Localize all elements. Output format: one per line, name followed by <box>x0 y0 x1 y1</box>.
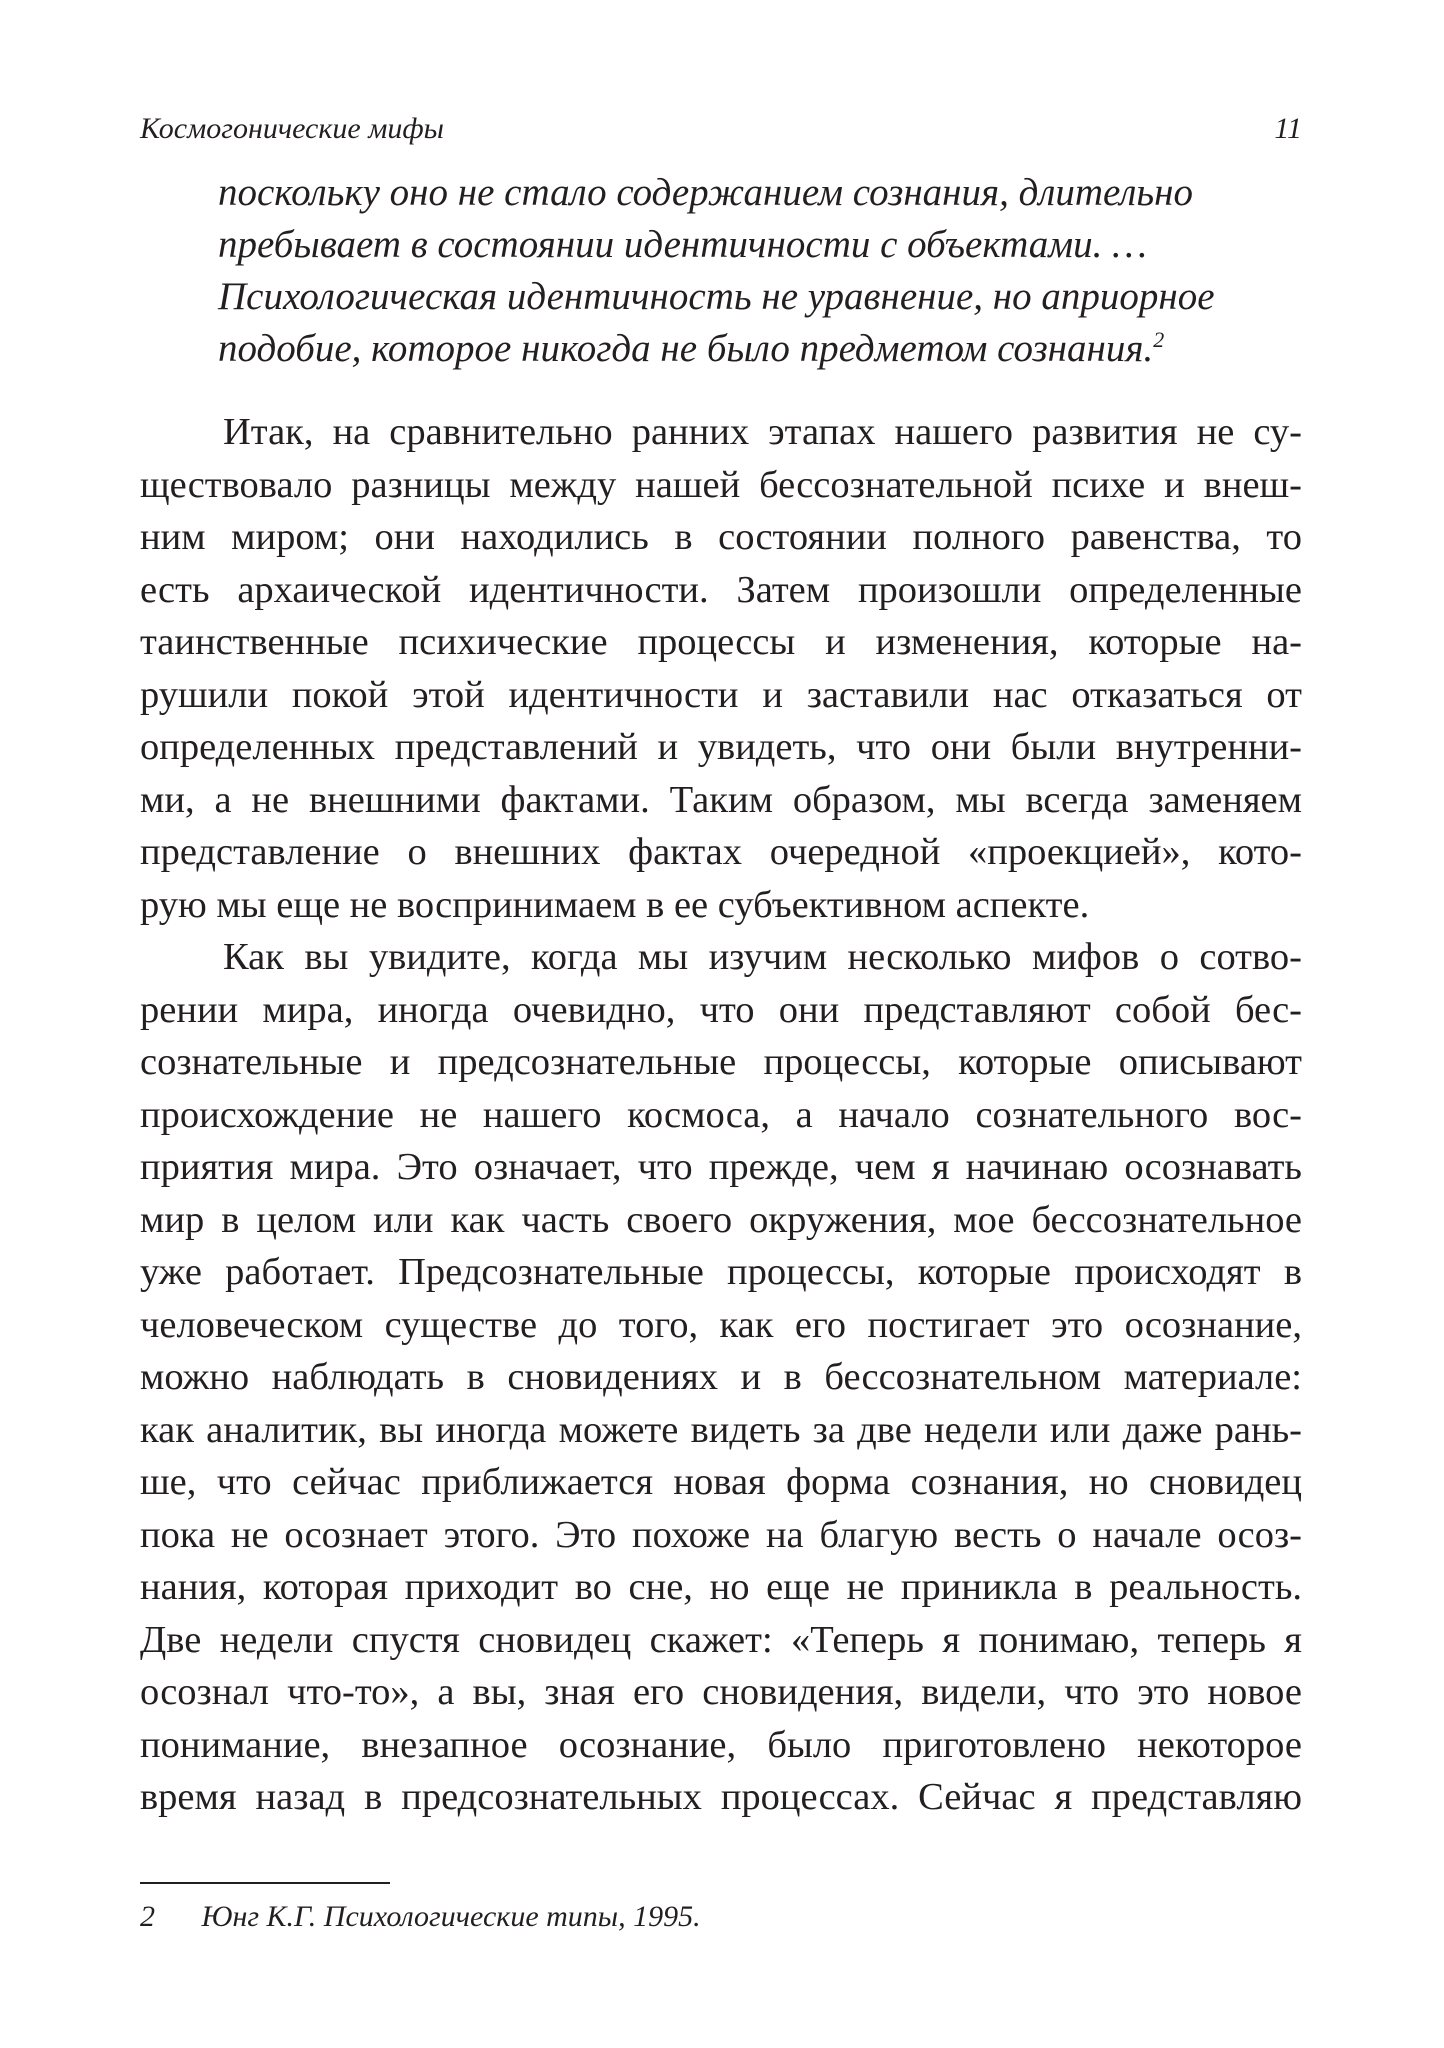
page-number: 11 <box>1274 112 1302 145</box>
quote-line-text: подобие, которое никогда не было предметом сознания. <box>218 327 1154 370</box>
quote-line: пребывает в состоянии идентичности с объектами. … <box>218 223 1147 266</box>
body-text <box>140 406 1302 1824</box>
text-line: уже работает. Предсознательные процессы, которые происходят в <box>140 1251 1302 1293</box>
text-line: есть архаической идентичности. Затем произошли определенные <box>140 568 1302 611</box>
text-line: рении мира, иногда очевидно, что они представляют собой бес- <box>140 988 1302 1031</box>
footnote-number: 2 <box>140 1900 155 1933</box>
block-quote <box>218 167 1298 375</box>
text-line: мир в целом или как часть своего окружения, мое бессознательное <box>140 1198 1302 1241</box>
text-line: сознательные и предсознательные процессы, которые описывают <box>140 1041 1302 1083</box>
text-line: ше, что сейчас приближается новая форма сознания, но сновидец <box>140 1461 1302 1503</box>
text-line: Две недели спустя сновидец скажет: «Теперь я понимаю, теперь я <box>140 1618 1302 1661</box>
running-head <box>140 112 1302 156</box>
text-line: приятия мира. Это означает, что прежде, чем я начинаю осознавать <box>140 1146 1302 1188</box>
text-line: ми, а не внешними фактами. Таким образом, мы всегда заменяем <box>140 778 1302 821</box>
text-line: можно наблюдать в сновидениях и в бессознательном материале: <box>140 1356 1302 1398</box>
text-line: рую мы еще не воспринимаем в ее субъективном аспекте. <box>140 883 1090 926</box>
text-line: определенных представлений и увидеть, что они были внутренни- <box>140 726 1302 768</box>
text-line: пока не осознает этого. Это похоже на благую весть о начале осоз- <box>140 1513 1302 1556</box>
text-line: происхождение не нашего космоса, а начало сознательного вос- <box>140 1093 1302 1136</box>
text-line: осознал что-то», а вы, зная его сновидения, видели, что это новое <box>140 1671 1302 1713</box>
quote-line: Психологическая идентичность не уравнение, но априорное <box>218 275 1215 318</box>
text-line: таинственные психические процессы и изменения, которые на- <box>140 621 1302 663</box>
running-title: Космогонические мифы <box>140 112 444 145</box>
text-line: как аналитик, вы иногда можете видеть за две недели или даже рань- <box>140 1408 1302 1451</box>
footnote-reference[interactable]: 2 <box>1153 327 1165 352</box>
quote-line: поскольку оно не стало содержанием сознания, длительно <box>218 171 1193 214</box>
text-line: Итак, на сравнительно ранних этапах нашего развития не су- <box>223 411 1302 453</box>
text-line: время назад в предсознательных процессах. Сейчас я представляю <box>140 1776 1302 1818</box>
quote-line-last <box>218 323 1298 375</box>
text-line: ним миром; они находились в состоянии полного равенства, то <box>140 516 1302 558</box>
text-line: человеческом существе до того, как его постигает это осознание, <box>140 1303 1302 1346</box>
footnote-divider <box>140 1882 390 1884</box>
text-line: нания, которая приходит во сне, но еще не приникла в реальность. <box>140 1566 1302 1608</box>
text-line: понимание, внезапное осознание, было приготовлено некоторое <box>140 1723 1302 1766</box>
text-line: ществовало разницы между нашей бессознательной психе и внеш- <box>140 463 1302 506</box>
footnote <box>140 1897 1300 1937</box>
text-line: Как вы увидите, когда мы изучим несколько мифов о сотво- <box>223 936 1302 978</box>
paragraph-2 <box>140 931 1302 1824</box>
text-line: представление о внешних фактах очередной «проекцией», кото- <box>140 831 1302 873</box>
footnote-text: Юнг К.Г. Психологические типы, 1995. <box>201 1900 701 1933</box>
text-line: рушили покой этой идентичности и заставили нас отказаться от <box>140 673 1302 716</box>
paragraph-1 <box>140 406 1302 931</box>
